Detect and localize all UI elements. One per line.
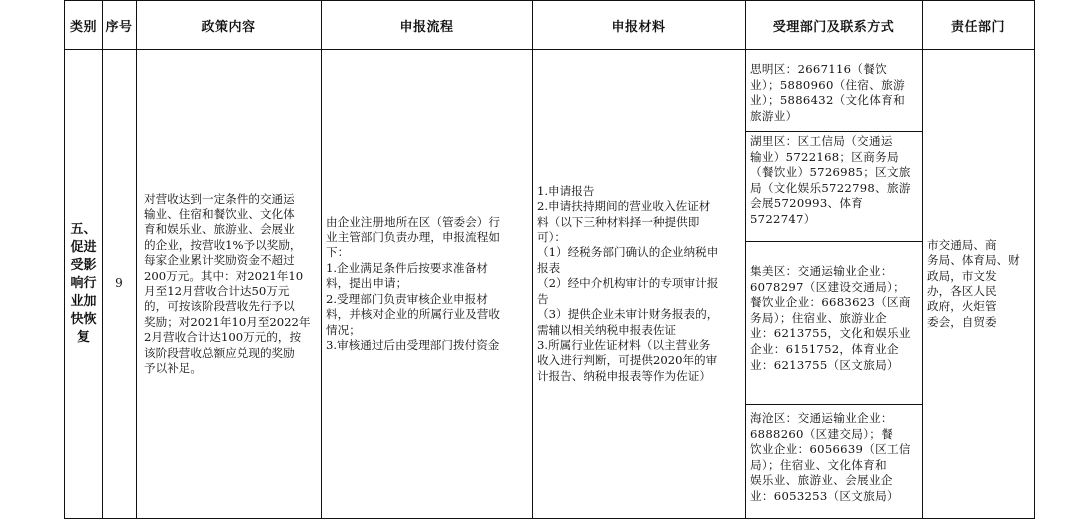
contact-jimei: 集美区：交通运输业企业： 6078297（区建设交通局）； 餐饮业企业：6683623（区商 务局）；住宿业、旅游业企 业：6213755，文化和娱乐业 企业：6151752，体育业企 业：6213755（区文旅局）	[745, 242, 922, 405]
dept-cell	[922, 50, 1034, 518]
header-seq: 序号	[102, 1, 136, 50]
contact-huli: 湖里区：区工信局（交通运 输业）5722168；区商务局 （餐饮业）5726985；区文旅 局（文化娱乐5722798、旅游 会展5720993、体育 5722747）	[745, 132, 922, 242]
process-text: 由企业注册地所在区（管委会）行 业主管部门负责办理，申报流程如 下： 1.企业满足条件后按要求准备材 料，提出申请； 2.受理部门负责审核企业申报材 料，并核对企业的所属行业及营收 情况； 3.审核通过后由受理部门拨付资金	[326, 214, 500, 352]
dept-text: 市交通局、商 务局、体育局、财 政局，市文发 办，各区人民 政府，火炬管 委会，自贸委	[927, 237, 1020, 329]
header-policy: 政策内容	[136, 1, 321, 50]
policy-text: 对营收达到一定条件的交通运 输业、住宿和餐饮业、文化体 育和娱乐业、旅游业、会展业 的企业，按营收1%予以奖励， 每家企业累计奖励资金不超过 200万元。其中：对2021年10 月至12月营收合计达50万元 的，可按该阶段营收先行予以 奖励；对2021年10月至2022年 2月营收合计达100万元的，按 该阶段营收总额应兑现的奖励 予以补足。	[144, 191, 311, 376]
seq-text: 9	[115, 276, 123, 291]
seq-cell	[102, 50, 136, 518]
policy-table	[64, 0, 1035, 519]
header-dept: 责任部门	[922, 1, 1034, 50]
materials-cell	[532, 50, 745, 518]
header-contacts: 受理部门及联系方式	[745, 1, 922, 50]
policy-cell	[136, 50, 321, 518]
header-process: 申报流程	[321, 1, 532, 50]
contact-haicang: 海沧区：交通运输业企业： 6888260（区建交局）；餐 饮业企业：6056639（区工信 局）；住宿业、文化体育和 娱乐业、旅游业、会展业企 业：6053253（区文旅局）	[750, 411, 911, 503]
header-category: 类别	[65, 1, 102, 50]
category-cell	[65, 50, 102, 518]
category-text: 五、 促进 受影 响行 业加 快恢 复	[70, 222, 97, 345]
contact-siming: 思明区：2667116（餐饮 业）；5880960（住宿、旅游 业）；5886432（文化体育和 旅游业）	[745, 60, 922, 132]
header-materials: 申报材料	[532, 1, 745, 50]
process-cell	[321, 50, 532, 518]
materials-text: 1.申请报告 2.申请扶持期间的营业收入佐证材 料（以下三种材料择一种提供即 可）： （1）经税务部门确认的企业纳税申 报表 （2）经中介机构审计的专项审计报 告 （3）提供企业未审计财务报表的， 需辅以相关纳税申报表佐证 3.所属行业佐证材料（以主营业务 收入进行判断，可提供2020年的审 计报告、纳税申报表等作为佐证）	[537, 183, 719, 383]
